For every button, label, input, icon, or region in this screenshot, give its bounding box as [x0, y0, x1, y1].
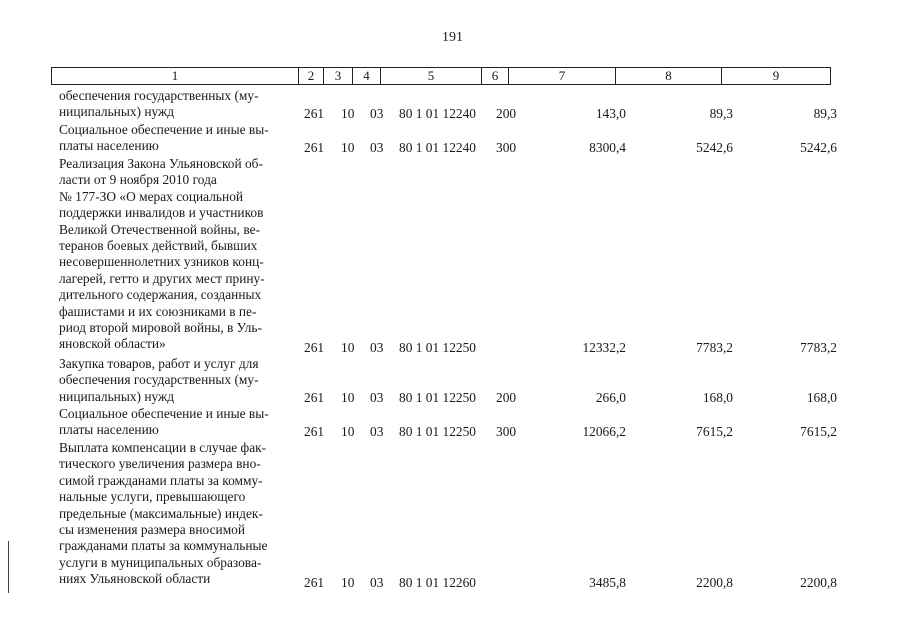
column-header-4: 4: [353, 68, 381, 84]
row-description: Закупка товаров, работ и услуг для обеспечения государственных (му- ниципальных) нужд: [59, 356, 259, 404]
cell-target-article: 80 1 01 12240: [399, 139, 476, 155]
cell-value-7: 12066,2: [582, 423, 626, 439]
cell-ved: 261: [304, 339, 325, 355]
cell-value-9: 2200,8: [800, 574, 837, 590]
cell-subsection: 03: [370, 389, 384, 405]
cell-section: 10: [341, 139, 355, 155]
cell-value-7: 143,0: [595, 105, 626, 121]
table-row: [0, 88, 905, 122]
cell-value-8: 7783,2: [696, 339, 733, 355]
table-row: [0, 156, 905, 356]
scan-margin-mark: [8, 541, 9, 593]
cell-expense-type: 300: [496, 423, 517, 439]
cell-ved: 261: [304, 574, 325, 590]
column-header-1: 1: [52, 68, 299, 84]
column-header-6: 6: [482, 68, 509, 84]
column-header-2: 2: [299, 68, 324, 84]
column-header-7: 7: [509, 68, 616, 84]
cell-target-article: 80 1 01 12260: [399, 574, 476, 590]
column-header-5: 5: [381, 68, 482, 84]
cell-target-article: 80 1 01 12240: [399, 105, 476, 121]
cell-subsection: 03: [370, 105, 384, 121]
cell-target-article: 80 1 01 12250: [399, 423, 476, 439]
cell-value-9: 7615,2: [800, 423, 837, 439]
cell-value-7: 3485,8: [589, 574, 626, 590]
cell-value-8: 5242,6: [696, 139, 733, 155]
cell-value-8: 2200,8: [696, 574, 733, 590]
cell-value-9: 168,0: [806, 389, 837, 405]
column-header-8: 8: [616, 68, 722, 84]
cell-expense-type: 300: [496, 139, 517, 155]
cell-expense-type: 200: [496, 389, 517, 405]
cell-target-article: 80 1 01 12250: [399, 339, 476, 355]
cell-ved: 261: [304, 139, 325, 155]
table-row: [0, 440, 905, 591]
cell-ved: 261: [304, 423, 325, 439]
table-row: [0, 356, 905, 406]
cell-expense-type: 200: [496, 105, 517, 121]
row-description: Выплата компенсации в случае фак- тического увеличения размера вно- симой гражданами платы за комму- нальные услуги, превышающего предельные (максимальные) индек- сы изменения размера вносимой гражданами платы за коммунальные услуги в муниципальных образова- ниях Ульяновской области: [59, 440, 268, 587]
column-header-row: [51, 67, 831, 85]
cell-subsection: 03: [370, 139, 384, 155]
cell-value-9: 7783,2: [800, 339, 837, 355]
cell-value-9: 89,3: [813, 105, 837, 121]
cell-value-8: 89,3: [709, 105, 733, 121]
cell-ved: 261: [304, 105, 325, 121]
cell-section: 10: [341, 389, 355, 405]
row-description: Реализация Закона Ульяновской об- ласти от 9 ноября 2010 года № 177-ЗО «О мерах социальной поддержки инвалидов и участников Великой Отечественной войны, ве- теранов боевых действий, бывших несовершеннолетних узников конц- лагерей, гетто и других мест прину- дительного содержания, созданных фашистами и их союзниками в пе- риод второй мировой войны, в Уль- яновской области»: [59, 156, 265, 352]
cell-section: 10: [341, 105, 355, 121]
cell-section: 10: [341, 423, 355, 439]
cell-subsection: 03: [370, 339, 384, 355]
column-header-9: 9: [772, 68, 780, 83]
row-description: обеспечения государственных (му- ниципальных) нужд: [59, 88, 259, 120]
page-number: 191: [442, 30, 463, 45]
cell-value-7: 8300,4: [589, 139, 626, 155]
cell-section: 10: [341, 574, 355, 590]
cell-target-article: 80 1 01 12250: [399, 389, 476, 405]
row-description: Социальное обеспечение и иные вы- платы населению: [59, 122, 269, 154]
cell-ved: 261: [304, 389, 325, 405]
cell-section: 10: [341, 339, 355, 355]
table-body: [0, 88, 905, 591]
row-description: Социальное обеспечение и иные вы- платы населению: [59, 406, 269, 438]
cell-subsection: 03: [370, 574, 384, 590]
cell-value-8: 168,0: [702, 389, 733, 405]
cell-value-9: 5242,6: [800, 139, 837, 155]
table-row: [0, 122, 905, 156]
table-row: [0, 406, 905, 440]
cell-subsection: 03: [370, 423, 384, 439]
column-header-3: 3: [324, 68, 353, 84]
cell-value-8: 7615,2: [696, 423, 733, 439]
cell-value-7: 266,0: [595, 389, 626, 405]
cell-value-7: 12332,2: [582, 339, 626, 355]
